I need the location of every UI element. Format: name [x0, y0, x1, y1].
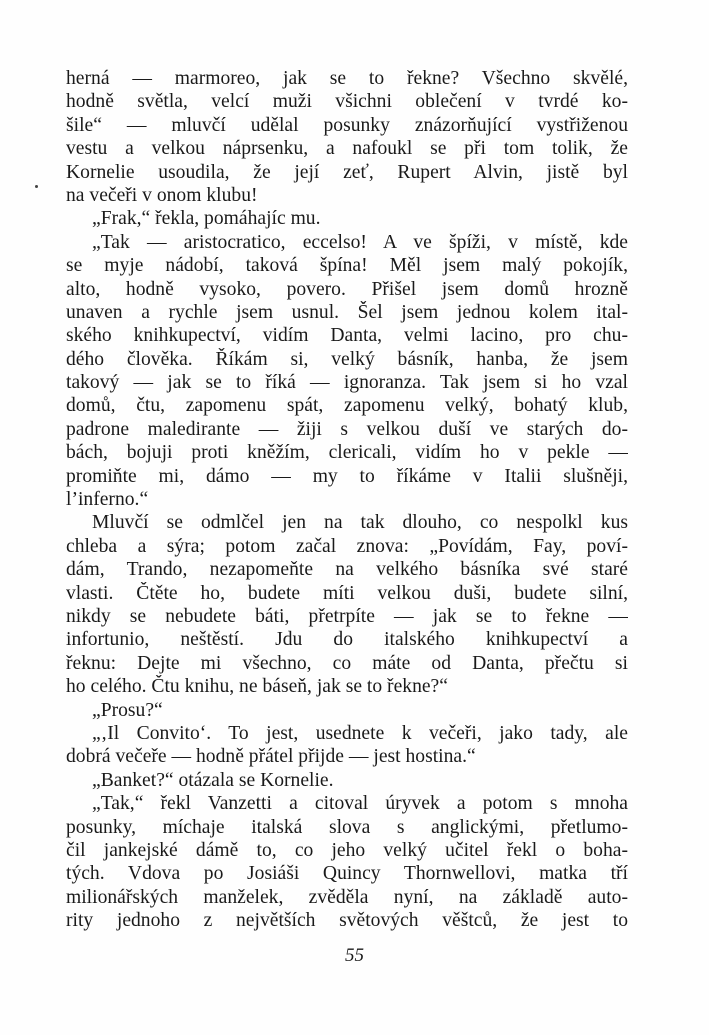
text-line: čil jankejské dámě to, co jeho velký učitel řekl o boha-	[66, 839, 628, 861]
text-line: řeknu: Dejte mi všechno, co máte od Danta, přečtu si	[66, 652, 628, 674]
text-line: chleba a sýra; potom začal znova: „Povídám, Fay, poví-	[66, 535, 628, 557]
text-line: vlasti. Čtěte ho, budete míti velkou duši, budete silní,	[66, 582, 628, 604]
text-line: takový — jak se to říká — ignoranza. Tak jsem si ho vzal	[66, 372, 628, 394]
text-line: infortunio, neštěstí. Jdu do italského knihkupectví a	[66, 629, 628, 651]
text-line: tých. Vdova po Josiáši Quincy Thornwellovi, matka tří	[66, 863, 628, 885]
text-line: šile“ — mluvčí udělal posunky znázorňující vystřiženou	[66, 114, 628, 136]
text-line: l’inferno.“	[66, 489, 149, 511]
text-line: „‚Il Convito‘. To jest, usednete k večeři, jako tady, ale	[92, 722, 628, 744]
text-line: promiňte mi, dámo — my to říkáme v Italii slušněji,	[66, 465, 628, 487]
text-line: Mluvčí se odmlčel jen na tak dlouho, co nespolkl kus	[92, 512, 628, 534]
text-line: posunky, míchaje italská slova s anglickými, přetlumo-	[66, 816, 628, 838]
text-line: „Banket?“ otázala se Kornelie.	[92, 769, 334, 791]
page-number: 55	[345, 945, 364, 966]
text-line: „Tak — aristocratico, eccelso! A ve špíži, v místě, kde	[92, 231, 628, 253]
text-line: dého člověka. Říkám si, velký básník, hanba, že jsem	[66, 348, 628, 370]
text-line: „Frak,“ řekla, pomáhajíc mu.	[92, 208, 321, 230]
text-line: milionářských manželek, zvěděla nyní, na základě auto-	[66, 886, 628, 908]
body-text	[66, 67, 628, 932]
text-line: vestu a velkou náprsenku, a nafoukl se při tom tolik, že	[66, 138, 628, 160]
text-line: bách, bojuji proti kněžím, clericali, vidím ho v pekle —	[66, 442, 628, 464]
text-line: padrone maledirante — žiji s velkou duší ve starých do-	[66, 418, 628, 440]
text-line: se myje nádobí, taková špína! Měl jsem malý pokojík,	[66, 255, 628, 277]
text-line: domů, čtu, zapomenu spát, zapomenu velký, bohatý klub,	[66, 395, 628, 417]
text-line: na večeři v onom klubu!	[66, 184, 258, 206]
margin-mark	[35, 185, 38, 188]
text-line: „Prosu?“	[92, 699, 163, 721]
text-line: herná — marmoreo, jak se to řekne? Všechno skvělé,	[66, 68, 628, 89]
text-line: „Tak,“ řekl Vanzetti a citoval úryvek a potom s mnoha	[92, 793, 628, 815]
text-line: ho celého. Čtu knihu, ne báseň, jak se to řekne?“	[66, 676, 448, 698]
text-line: dám, Trando, nezapomeňte na velkého básníka své staré	[66, 559, 628, 581]
text-line: unaven a rychle jsem usnul. Šel jsem jednou kolem ital-	[66, 301, 628, 323]
text-line: Kornelie usoudila, že její zeť, Rupert Alvin, jistě byl	[66, 161, 628, 183]
text-line: hodně světla, velcí muži všichni oblečení v tvrdé ko-	[66, 91, 628, 113]
text-line: ského knihkupectví, vidím Danta, velmi lacino, pro chu-	[66, 325, 628, 347]
text-line: dobrá večeře — hodně přátel přijde — jest hostina.“	[66, 746, 476, 768]
text-line: nikdy se nebudete báti, přetrpíte — jak se to řekne —	[66, 605, 628, 627]
text-line: rity jednoho z největších světových věštců, že jest to	[66, 910, 628, 932]
text-line: alto, hodně vysoko, povero. Přišel jsem domů hrozně	[66, 278, 628, 300]
